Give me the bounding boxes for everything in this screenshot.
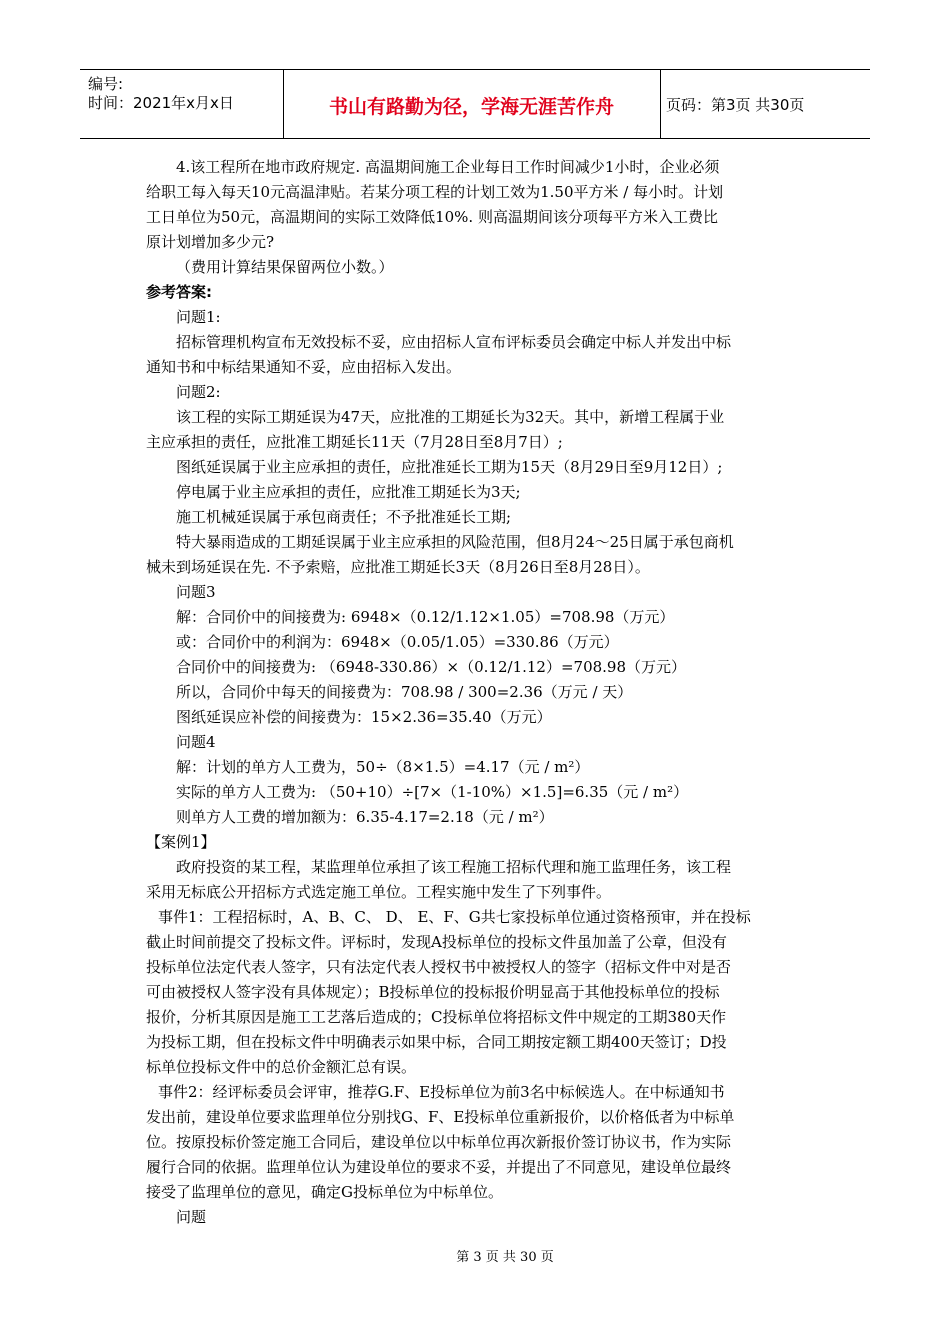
text-line: 该工程的实际工期延误为47天，应批准的工期延长为32天。其中，新增工程属于业: [176, 408, 725, 426]
header-motto-cell: [283, 70, 661, 138]
text-line: 采用无标底公开招标方式选定施工单位。工程实施中发生了下列事件。: [146, 883, 612, 901]
text-line: 问题1:: [176, 308, 221, 326]
text-line: 给职工每入每天10元高温津贴。若某分项工程的计划工效为1.50平方米 / 每小时。计划: [146, 183, 724, 201]
text-line: 或：合同价中的利润为：6948×（0.05/1.05）=330.86（万元）: [176, 633, 619, 651]
text-line: 则单方人工费的增加额为：6.35-4.17=2.18（元 / m²）: [176, 808, 554, 826]
text-line: 解：合同价中的间接费为: 6948×（0.12/1.12×1.05）=708.98（万元）: [176, 608, 675, 626]
text-line: 参考答案:: [146, 283, 212, 301]
footer-page-number: 第 3 页 共 30 页: [456, 1250, 554, 1265]
text-line: 事件1：工程招标时，A、B、C、 D、 E、F、G共七家投标单位通过资格预审，并在投标: [158, 908, 751, 926]
page-footer: [0, 1246, 950, 1265]
text-line: 停电属于业主应承担的责任，应批准工期延长为3天;: [176, 483, 521, 501]
text-line: （费用计算结果保留两位小数。）: [176, 258, 394, 276]
text-line: 特大暴雨造成的工期延误属于业主应承担的风险范围，但8月24～25日属于承包商机: [176, 533, 734, 551]
text-line: 标单位投标文件中的总价金额汇总有误。: [146, 1058, 417, 1076]
text-line: 发出前，建设单位要求监理单位分别找G、F、E投标单位重新报价，以价格低者为中标单: [146, 1108, 735, 1126]
text-line: 截止时间前提交了投标文件。评标时，发现A投标单位的投标文件虽加盖了公章，但没有: [146, 933, 727, 951]
text-line: 通知书和中标结果通知不妥，应由招标入发出。: [146, 358, 462, 376]
header-motto: 书山有路勤为径，学海无涯苦作舟: [328, 96, 614, 118]
text-line: 工日单位为50元，高温期间的实际工效降低10%. 则高温期间该分项每平方米入工费比: [146, 208, 718, 226]
text-line: 投标单位法定代表人签字，只有法定代表人授权书中被授权人的签字（招标文件中对是否: [146, 958, 732, 976]
text-line: 事件2：经评标委员会评审，推荐G.F、E投标单位为前3名中标候选人。在中标通知书: [158, 1083, 725, 1101]
text-line: 所以，合同价中每天的间接费为：708.98 / 300=2.36（万元 / 天）: [176, 683, 633, 701]
document-body: [146, 155, 810, 1230]
text-line: 合同价中的间接费为: （6948-330.86）×（0.12/1.12）=708.98（万元）: [176, 658, 687, 676]
text-line: 原计划增加多少元?: [146, 233, 275, 251]
text-line: 位。按原投标价签定施工合同后，建设单位以中标单位再次新报价签订协议书，作为实际: [146, 1133, 732, 1151]
text-line: 施工机械延误属于承包商责任；不予批准延长工期;: [176, 508, 512, 526]
header-page-cell: [660, 70, 870, 138]
text-line: 问题: [176, 1208, 207, 1226]
text-line: 图纸延误应补偿的间接费为：15×2.36=35.40（万元）: [176, 708, 552, 726]
text-line: 【案例1】: [146, 833, 216, 851]
doc-code-label: 编号:: [88, 75, 124, 93]
text-line: 解：计划的单方人工费为，50÷（8×1.5）=4.17（元 / m²）: [176, 758, 590, 776]
text-line: 招标管理机构宣布无效投标不妥，应由招标人宣布评标委员会确定中标人并发出中标: [176, 333, 732, 351]
text-line: 图纸延误属于业主应承担的责任，应批准延长工期为15天（8月29日至9月12日）;: [176, 458, 723, 476]
text-line: 履行合同的依据。监理单位认为建设单位的要求不妥，并提出了不同意见，建设单位最终: [146, 1158, 732, 1176]
text-line: 报价，分析其原因是施工工艺落后造成的；C投标单位将招标文件中规定的工期380天作: [146, 1008, 727, 1026]
text-line: 问题3: [176, 583, 216, 601]
text-line: 械未到场延误在先. 不予索赔，应批准工期延长3天（8月26日至8月28日）。: [146, 558, 650, 576]
text-line: 问题4: [176, 733, 216, 751]
page-header: [80, 69, 870, 139]
text-line: 主应承担的责任，应批准工期延长11天（7月28日至8月7日）;: [146, 433, 563, 451]
text-line: 政府投资的某工程，某监理单位承担了该工程施工招标代理和施工监理任务，该工程: [176, 858, 732, 876]
text-line: 可由被授权人签字没有具体规定）；B投标单位的投标报价明显高于其他投标单位的投标: [146, 983, 720, 1001]
text-line: 问题2:: [176, 383, 221, 401]
text-line: 4.该工程所在地市政府规定. 高温期间施工企业每日工作时间减少1小时，企业必须: [176, 158, 720, 176]
doc-date-label: 时间：2021年x月x日: [88, 94, 234, 112]
header-page-info: 页码：第3页 共30页: [666, 96, 805, 114]
text-line: 实际的单方人工费为: （50+10）÷[7×（1-10%）×1.5]=6.35（元 / m²）: [176, 783, 689, 801]
text-line: 接受了监理单位的意见，确定G投标单位为中标单位。: [146, 1183, 503, 1201]
text-line: 为投标工期，但在投标文件中明确表示如果中标，合同工期按定额工期400天签订；D投: [146, 1033, 727, 1051]
header-meta-cell: [80, 70, 284, 138]
